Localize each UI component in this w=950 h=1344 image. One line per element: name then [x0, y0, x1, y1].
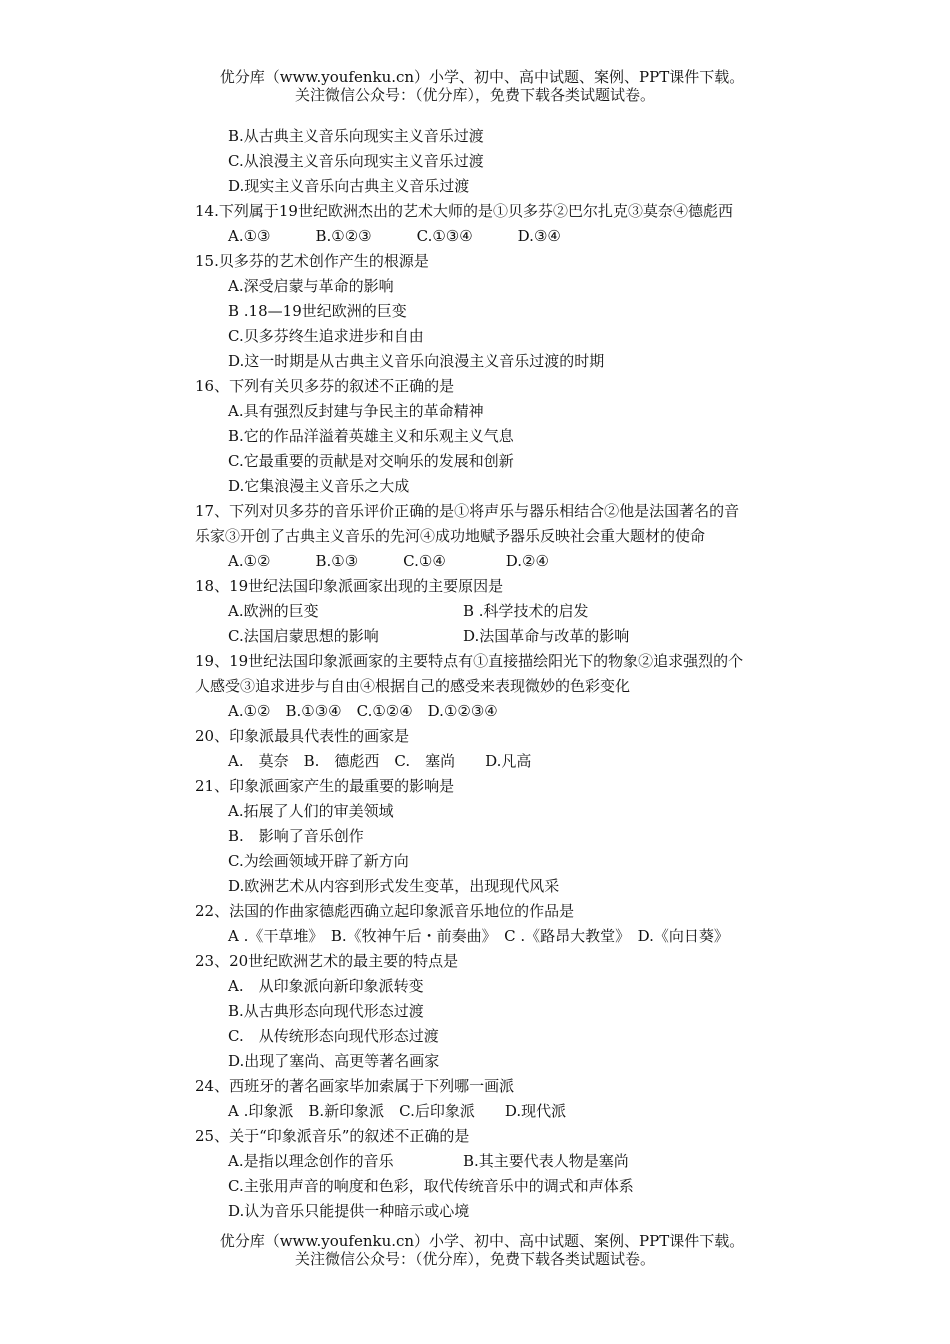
- q18-option-d: D.法国革命与改革的影响: [463, 627, 630, 645]
- q19-stem-line-2: 人感受③追求进步与自由④根据自己的感受来表现微妙的色彩变化: [195, 677, 631, 695]
- question-list: [195, 124, 815, 1224]
- footer-line-2: 关注微信公众号：（优分库），免费下载各类试题试卷。: [294, 1250, 655, 1268]
- q18-option-c: C.法国启蒙思想的影响: [228, 627, 379, 645]
- q18-stem: 18、19世纪法国印象派画家出现的主要原因是: [195, 577, 504, 595]
- q21-option-b: B. 影响了音乐创作: [228, 827, 364, 845]
- q25-option-d: D.认为音乐只能提供一种暗示或心境: [228, 1202, 470, 1220]
- q21-option-a: A.拓展了人们的审美领域: [228, 802, 394, 820]
- q23-option-a: A. 从印象派向新印象派转变: [228, 977, 424, 995]
- page-header: [0, 68, 950, 104]
- header-line-1: 优分库（www.youfenku.cn）小学、初中、高中试题、案例、PPT课件下载。: [219, 68, 745, 86]
- q25-option-b: B.其主要代表人物是塞尚: [463, 1152, 629, 1170]
- q15-option-d: D.这一时期是从古典主义音乐向浪漫主义音乐过渡的时期: [228, 352, 605, 370]
- q25-option-c: C.主张用声音的响度和色彩，取代传统音乐中的调式和声体系: [228, 1177, 634, 1195]
- q21-option-d: D.欧洲艺术从内容到形式发生变革，出现现代风采: [228, 877, 560, 895]
- q23-option-c: C. 从传统形态向现代形态过渡: [228, 1027, 439, 1045]
- q13-option-b: B.从古典主义音乐向现实主义音乐过渡: [228, 127, 484, 145]
- q14-stem: 14.下列属于19世纪欧洲杰出的艺术大师的是①贝多芬②巴尔扎克③莫奈④德彪西: [195, 202, 733, 220]
- q14-options: A.①③ B.①②③ C.①③④ D.③④: [228, 227, 561, 245]
- q23-option-d: D.出现了塞尚、高更等著名画家: [228, 1052, 440, 1070]
- footer-line-1: 优分库（www.youfenku.cn）小学、初中、高中试题、案例、PPT课件下载。: [219, 1232, 745, 1250]
- q25-option-a: A.是指以理念创作的音乐: [228, 1152, 394, 1170]
- q16-stem: 16、下列有关贝多芬的叙述不正确的是: [195, 377, 455, 395]
- q15-stem: 15.贝多芬的艺术创作产生的根源是: [195, 252, 429, 270]
- q18-option-a: A.欧洲的巨变: [228, 602, 319, 620]
- q13-option-d: D.现实主义音乐向古典主义音乐过渡: [228, 177, 470, 195]
- q23-option-b: B.从古典形态向现代形态过渡: [228, 1002, 424, 1020]
- q13-option-c: C.从浪漫主义音乐向现实主义音乐过渡: [228, 152, 484, 170]
- q20-options: A. 莫奈 B. 德彪西 C. 塞尚 D.凡高: [228, 752, 532, 770]
- q15-option-b: B .18—19世纪欧洲的巨变: [228, 302, 407, 320]
- q17-stem-line-2: 乐家③开创了古典主义音乐的先河④成功地赋予器乐反映社会重大题材的使命: [195, 527, 706, 545]
- q23-stem: 23、20世纪欧洲艺术的最主要的特点是: [195, 952, 459, 970]
- q15-option-a: A.深受启蒙与革命的影响: [228, 277, 394, 295]
- q25-options-row-1: [195, 1149, 815, 1174]
- q21-option-c: C.为绘画领域开辟了新方向: [228, 852, 409, 870]
- q21-stem: 21、印象派画家产生的最重要的影响是: [195, 777, 455, 795]
- q16-option-c: C.它最重要的贡献是对交响乐的发展和创新: [228, 452, 514, 470]
- q24-options: A .印象派 B.新印象派 C.后印象派 D.现代派: [228, 1102, 567, 1120]
- q16-option-b: B.它的作品洋溢着英雄主义和乐观主义气息: [228, 427, 514, 445]
- q16-option-d: D.它集浪漫主义音乐之大成: [228, 477, 410, 495]
- page-footer: [0, 1232, 950, 1268]
- q18-option-b: B .科学技术的启发: [463, 602, 589, 620]
- q15-option-c: C.贝多芬终生追求进步和自由: [228, 327, 424, 345]
- q18-options-row-1: [195, 599, 815, 624]
- q25-stem: 25、关于“印象派音乐”的叙述不正确的是: [195, 1127, 470, 1145]
- q22-options: A .《干草堆》 B.《牧神午后・前奏曲》 C .《路昂大教堂》 D.《向日葵》: [228, 927, 729, 945]
- q24-stem: 24、西班牙的著名画家毕加索属于下列哪一画派: [195, 1077, 515, 1095]
- q17-options: A.①② B.①③ C.①④ D.②④: [228, 552, 549, 570]
- q20-stem: 20、印象派最具代表性的画家是: [195, 727, 410, 745]
- q18-options-row-2: [195, 624, 815, 649]
- header-line-2: 关注微信公众号：（优分库），免费下载各类试题试卷。: [294, 86, 655, 104]
- q17-stem-line-1: 17、下列对贝多芬的音乐评价正确的是①将声乐与器乐相结合②他是法国著名的音: [195, 502, 740, 520]
- q19-stem-line-1: 19、19世纪法国印象派画家的主要特点有①直接描绘阳光下的物象②追求强烈的个: [195, 652, 744, 670]
- q16-option-a: A.具有强烈反封建与争民主的革命精神: [228, 402, 484, 420]
- q22-stem: 22、法国的作曲家德彪西确立起印象派音乐地位的作品是: [195, 902, 575, 920]
- q19-options: A.①② B.①③④ C.①②④ D.①②③④: [228, 702, 498, 720]
